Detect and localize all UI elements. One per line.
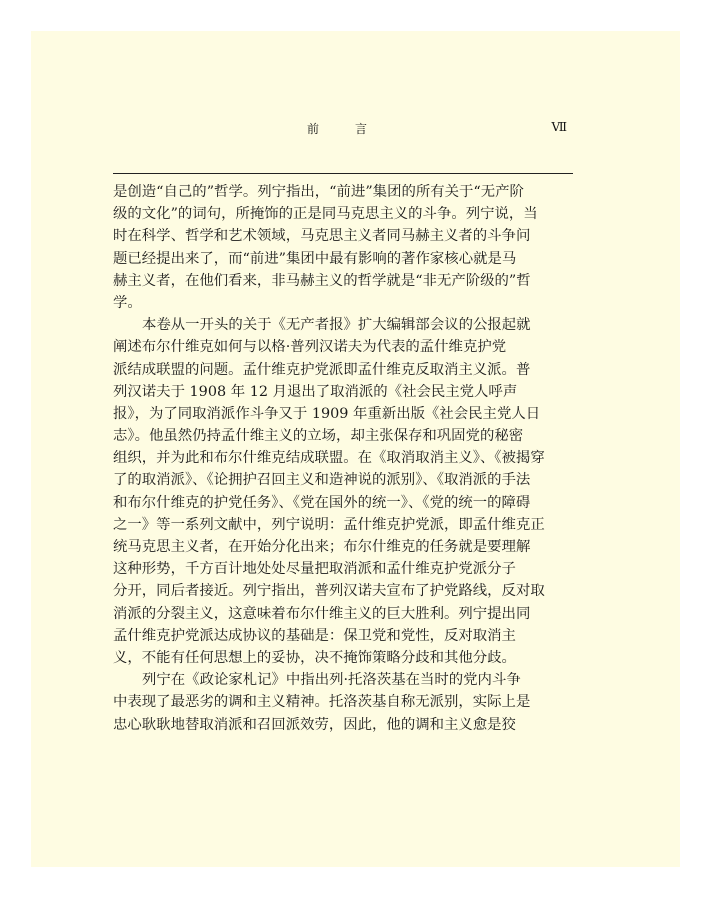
- text-line: 消派的分裂主义，这意味着布尔什维主义的巨大胜利。列宁提出同: [113, 605, 531, 622]
- page-number: Ⅶ: [551, 120, 567, 134]
- text-line: 赫主义者，在他们看来，非马赫主义的哲学就是“非无产阶级的”哲: [113, 272, 531, 289]
- text-line: 了的取消派》、《论拥护召回主义和造神说的派别》、《取消派的手法: [113, 472, 531, 489]
- text-line: 义，不能有任何思想上的妥协，决不掩饰策略分歧和其他分歧。: [113, 649, 516, 666]
- text-line: 时在科学、哲学和艺术领域，马克思主义者同马赫主义者的斗争问: [113, 228, 531, 245]
- text-line: 阐述布尔什维克如何与以格·普列汉诺夫为代表的孟什维克护党: [113, 339, 507, 356]
- text-line: 组织，并为此和布尔什维克结成联盟。在《取消取消主义》、《被揭穿: [113, 450, 545, 467]
- header-rule: [113, 173, 573, 174]
- text-line: 中表现了最恶劣的调和主义精神。托洛茨基自称无派别，实际上是: [113, 694, 531, 711]
- text-line: 列宁在《政论家札记》中指出列·托洛茨基在当时的党内斗争: [142, 672, 521, 689]
- text-line: 是创造“自己的”哲学。列宁指出，“前进”集团的所有关于“无产阶: [113, 184, 524, 200]
- text-line: 列汉诺夫于 1908 年 12 月退出了取消派的《社会民主党人呼声: [113, 383, 518, 400]
- running-header: [113, 120, 573, 140]
- text-line: 学。: [113, 294, 142, 311]
- text-line: 孟什维克护党派达成协议的基础是：保卫党和党性，反对取消主: [113, 627, 516, 644]
- text-line: 志》。他虽然仍持孟什维主义的立场，却主张保存和巩固党的秘密: [113, 428, 524, 445]
- text-line: 本卷从一开头的关于《无产者报》扩大编辑部会议的公报起就: [142, 317, 531, 334]
- body-text: [113, 181, 573, 736]
- text-line: 分开，同后者接近。列宁指出，普列汉诺夫宣布了护党路线，反对取: [113, 583, 545, 600]
- text-line: 派结成联盟的问题。孟什维克护党派即孟什维克反取消主义派。普: [113, 361, 531, 378]
- text-line: 题已经提出来了，而“前进”集团中最有影响的著作家核心就是马: [113, 250, 517, 267]
- text-line: 统马克思主义者，在开始分化出来；布尔什维克的任务就是要理解: [113, 539, 531, 555]
- text-line: 报》，为了同取消派作斗争又于 1909 年重新出版《社会民主党人日: [113, 405, 541, 422]
- header-title: 前 言: [306, 122, 379, 136]
- text-line: 这种形势，千方百计地处处尽量把取消派和孟什维克护党派分子: [113, 561, 516, 578]
- text-line: 之一》等一系列文献中，列宁说明：孟什维克护党派，即孟什维克正: [113, 516, 545, 533]
- text-line: 级的文化”的词句，所掩饰的正是同马克思主义的斗争。列宁说，当: [113, 206, 538, 223]
- text-line: 忠心耿耿地替取消派和召回派效劳，因此，他的调和主义愈是狡: [113, 716, 516, 733]
- text-line: 和布尔什维克的护党任务》、《党在国外的统一》、《党的统一的障碍: [113, 494, 531, 511]
